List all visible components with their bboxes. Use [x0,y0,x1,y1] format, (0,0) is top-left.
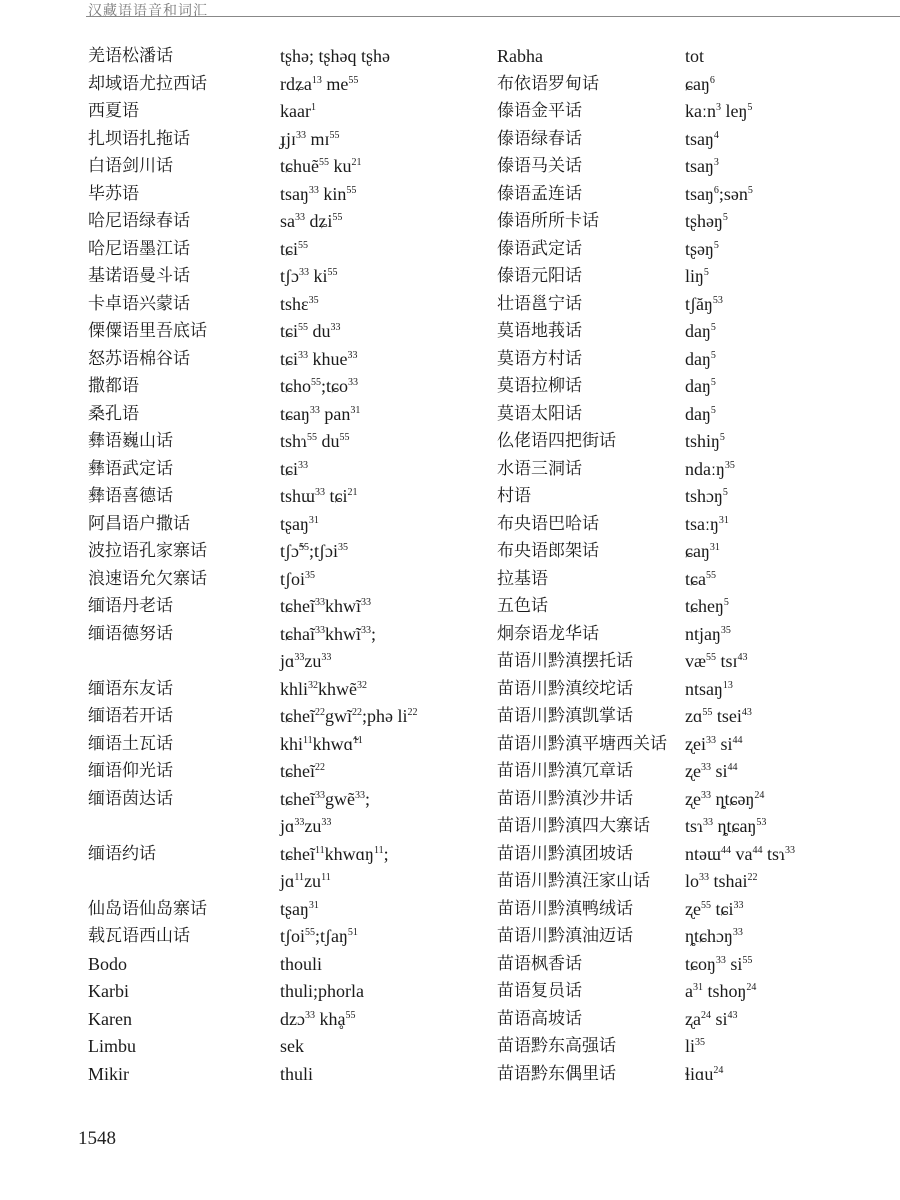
word-form: dzɔ$^{33}$ khḁ$^{55}$ [280,1008,356,1029]
entry-row [497,99,900,127]
entry-row [497,44,900,72]
language-name: 扎坝语扎拖话 [88,128,190,149]
word-form: thouli [280,953,323,974]
language-name: 波拉语孔家寨话 [88,541,207,561]
entry-row [497,897,900,925]
language-name: 莫语地莪话 [497,321,582,341]
language-name: 载瓦语西山话 [88,926,190,946]
word-form: tsaŋ$^4$ [685,128,719,149]
entry-row [88,402,498,430]
word-form: tɕheĩ$^{11}$khwɑŋ$^{11}$; [280,843,389,864]
language-name: 苗语川黔滇平塘西关话 [497,733,667,754]
language-name: 缅语若开话 [88,706,173,726]
entry-row [497,1007,900,1035]
language-name: 浪速语允欠寨话 [88,568,207,589]
language-name: 莫语方村话 [497,348,582,369]
entry-row [88,429,498,457]
word-form: ndaːŋ$^{35}$ [685,458,735,479]
word-form: tɕi$^{55}$ [280,238,308,259]
word-form: daŋ$^5$ [685,321,716,341]
entry-row [88,704,498,732]
entry-row [497,237,900,265]
language-name: 白语剑川话 [88,156,173,176]
word-form: $a^{31}$ tshoŋ$^{24}$ [685,981,757,1001]
word-form: tshɿ$^{55}$ $du^{55}$ [280,431,350,451]
language-name: 莫语太阳话 [497,403,582,424]
entry-row [88,897,498,925]
word-form: tsaŋ$^3$ [685,156,719,176]
entry-row [497,952,900,980]
word-form: thuli;phorla [280,981,364,1001]
word-form: daŋ$^5$ [685,403,716,424]
entry-row [88,594,498,622]
word-form: tɕi$^{33}$ [280,458,308,479]
word-form: ɕaŋ$^{31}$ [685,541,720,561]
language-name: 苗语川黔滇凯掌话 [497,706,633,726]
entry-row [88,1062,498,1090]
entry-row [88,787,498,815]
word-form: ntsaŋ$^{13}$ [685,678,733,699]
entry-row [497,759,900,787]
word-form: tɕaŋ$^{33}$ pan$^{31}$ [280,403,361,424]
word-form: tshɔŋ$^5$ [685,486,728,506]
word-form: tʃoi$^{55}$;tʃaŋ$^{51}$ [280,926,358,946]
language-name: 炯奈语龙华话 [497,623,599,644]
entry-row [497,457,900,485]
entry-row [497,649,900,677]
language-name: 彝语喜德话 [88,486,173,506]
language-name: 却域语尤拉西话 [88,73,207,94]
language-name: 傣语所所卡话 [497,211,599,231]
word-form: tsaŋ$^6$;sən$^5$ [685,183,753,204]
language-name: 苗语川黔滇沙井话 [497,788,633,809]
word-form: tɕheĩ$^{22}$gwĩ$^{22}$;phə $li^{22}$ [280,706,418,726]
word-form: tʃɔ̃$^{55}$;tʃɔi$^{35}$ [280,541,348,561]
word-form: tɕheĩ$^{33}$khwĩ$^{33}$ [280,596,371,616]
entry-row [497,127,900,155]
entry-row [88,484,498,512]
entry-row [497,1034,900,1062]
entry-row [497,842,900,870]
word-form: ʐa$^{24}$ $si^{43}$ [685,1008,738,1029]
language-name: Mikir [88,1063,130,1084]
word-form: sek [280,1036,304,1056]
word-form: kaːn$^3$ leŋ$^5$ [685,101,753,121]
language-name: 哈尼语绿春话 [88,211,190,231]
language-name: 彝语武定话 [88,458,173,479]
language-name: 傣语绿春话 [497,128,582,149]
entry-row [497,72,900,100]
right-column [497,44,900,1089]
language-name: 毕苏语 [88,183,139,204]
language-name: 苗语高坡话 [497,1008,582,1029]
entry-row [88,732,498,760]
entry-row [88,154,498,182]
language-name: 傈僳语里吾底话 [88,321,207,341]
language-name: 拉基语 [497,568,548,589]
word-form: tɕheĩ$^{22}$ [280,761,325,781]
language-name: 布依语罗甸话 [497,73,599,94]
language-name: 缅语德努话 [88,623,173,644]
word-form: liŋ$^5$ [685,266,709,286]
running-header [0,0,900,18]
entry-row [88,99,498,127]
language-name: 苗语黔东偶里话 [497,1063,616,1084]
word-form: tshiŋ$^5$ [685,431,725,451]
language-name: 苗语川黔滇四大寨话 [497,816,650,836]
entry-row [497,567,900,595]
language-name: 缅语仰光话 [88,761,173,781]
entry-row [88,567,498,595]
language-name: 苗语黔东高强话 [497,1036,616,1056]
language-name: 阿昌语户撒话 [88,513,190,534]
word-form: tʂəŋ$^5$ [685,238,719,259]
entry-row [88,759,498,787]
word-form: ɬiɑu$^{24}$ [685,1063,724,1084]
entry-row [497,732,900,760]
word-form: tsaŋ$^{33}$ kin$^{55}$ [280,183,357,204]
word-form: ɟjɪ$^{33}$ mɪ$^{55}$ [280,128,340,149]
language-name: 西夏语 [88,101,139,121]
word-form: tɕa$^{55}$ [685,568,716,589]
language-name: Bodo [88,953,128,974]
language-name: 缅语东友话 [88,678,173,699]
word-form: khli$^{32}$khwẽ$^{32}$ [280,678,368,699]
language-name: 布央语巴哈话 [497,513,599,534]
entry-row [497,869,900,897]
entry-row [497,319,900,347]
language-name: 缅语丹老话 [88,596,173,616]
word-form: tʃăŋ$^{53}$ [685,293,723,314]
entry-row [88,814,498,842]
entry-row [88,979,498,1007]
language-name: 缅语土瓦话 [88,733,173,754]
entry-row [88,539,498,567]
entry-row [497,622,900,650]
entry-row [497,182,900,210]
entry-row [497,484,900,512]
language-name: Limbu [88,1036,136,1056]
entry-row [497,924,900,952]
word-form: ʐe$^{33}$ ȵtɕəŋ$^{24}$ [685,788,765,809]
entry-row [88,374,498,402]
entry-row [497,594,900,622]
entry-row [497,1062,900,1090]
entry-row [497,347,900,375]
entry-row [497,814,900,842]
language-name: 傣语马关话 [497,156,582,176]
language-name: 哈尼语墨江话 [88,238,190,259]
language-name: 苗语川黔滇摆托话 [497,651,633,671]
entry-row [88,209,498,237]
word-form: tʂaŋ$^{31}$ [280,513,319,534]
word-form: khi$^{11}$khwɑ̃$^{11}$ [280,733,363,754]
word-form: ʐe$^{55}$ tɕi$^{33}$ [685,898,744,919]
word-form: $væ^{55}$ tsɪ$^{43}$ [685,651,748,671]
word-form: thuli [280,1063,314,1084]
entry-row [88,869,498,897]
language-name: 傣语元阳话 [497,266,582,286]
language-name: Karbi [88,981,129,1001]
word-form: tɕhaĩ$^{33}$khwĩ$^{33}$; [280,623,376,644]
entry-row [88,319,498,347]
entry-row [88,44,498,72]
word-form: tʂhə; tʂhəq tʂhə [280,46,390,66]
word-form: tsaːŋ$^{31}$ [685,513,729,534]
header-title: 汉藏语语音和词汇 [88,3,208,19]
word-form: daŋ$^5$ [685,376,716,396]
entry-row [88,952,498,980]
language-name: 桑孔语 [88,403,139,424]
language-name: 五色话 [497,596,548,616]
word-form: $li^{35}$ [685,1036,706,1056]
entry-row [497,264,900,292]
language-name: 布央语郎架话 [497,541,599,561]
entry-row [88,237,498,265]
word-form: zɑ$^{55}$ tsei$^{43}$ [685,706,752,726]
word-form: $jɑ^{33}zu^{33}$ [280,651,332,671]
language-name: 苗语川黔滇汪家山话 [497,871,650,891]
language-name: 水语三洞话 [497,458,582,479]
entry-row [497,979,900,1007]
page-number: 1548 [78,1128,116,1149]
entry-row [88,842,498,870]
language-name: 撒都语 [88,376,139,396]
entry-row [497,374,900,402]
word-form: tshɛ$^{35}$ [280,293,319,314]
entry-row [88,264,498,292]
entry-row [497,704,900,732]
language-name: 卡卓语兴蒙话 [88,293,190,314]
word-form: ntjaŋ$^{35}$ [685,623,731,644]
word-form: ntəɯ$^{44}$ $va^{44}$ tsɿ$^{33}$ [685,843,795,864]
entry-row [88,457,498,485]
word-form: daŋ$^5$ [685,348,716,369]
language-name: 苗语川黔滇绞坨话 [497,678,633,699]
language-name: Karen [88,1008,132,1029]
language-name: 傣语武定话 [497,238,582,259]
word-form: tɕhuẽ$^{55}$ $ku^{21}$ [280,156,362,176]
left-column [88,44,498,1089]
word-form: tshɯ$^{33}$ tɕi$^{21}$ [280,486,358,506]
word-form: tɕho$^{55}$;tɕo$^{33}$ [280,376,358,396]
word-form: tɕi$^{55}$ $du^{33}$ [280,321,341,341]
word-form: $jɑ^{33}zu^{33}$ [280,816,332,836]
entry-row [88,677,498,705]
language-name: 缅语约话 [88,843,156,864]
entry-row [497,539,900,567]
entry-row [88,182,498,210]
word-form: tɕheĩ$^{33}$gwẽ$^{33}$; [280,788,370,809]
header-rule [86,16,900,17]
language-name: 苗语川黔滇鸭绒话 [497,898,633,919]
word-form: ȵtɕhɔŋ$^{33}$ [685,926,743,946]
word-form: tɕoŋ$^{33}$ $si^{55}$ [685,953,753,974]
word-form: tʂaŋ$^{31}$ [280,898,319,919]
language-name: 苗语川黔滇团坡话 [497,843,633,864]
entry-row [497,677,900,705]
word-form: tsɿ$^{33}$ ȵtɕaŋ$^{53}$ [685,816,767,836]
language-name: 基诺语曼斗话 [88,266,190,286]
language-name: 羌语松潘话 [88,46,173,66]
entry-row [88,622,498,650]
language-name: 苗语枫香话 [497,953,582,974]
entry-row [497,787,900,815]
word-form: ʐe$^{33}$ $si^{44}$ [685,761,738,781]
word-form: $jɑ^{11}zu^{11}$ [280,871,331,891]
language-name: 彝语巍山话 [88,431,173,451]
language-name: 苗语川黔滇油迈话 [497,926,633,946]
word-form: tot [685,46,705,66]
entry-row [497,292,900,320]
entry-row [88,347,498,375]
language-name: 苗语川黔滇冗章话 [497,761,633,781]
entry-row [497,209,900,237]
word-form: kaar$^1$ [280,101,316,121]
entry-row [88,512,498,540]
entry-row [497,512,900,540]
word-form: $lo^{33}$ tshai$^{22}$ [685,871,758,891]
word-form: tɕheŋ$^5$ [685,596,729,616]
entry-row [88,72,498,100]
language-name: 仙岛语仙岛寨话 [88,898,207,919]
word-form: $sa^{33}$ dʑi$^{55}$ [280,211,343,231]
language-name: 怒苏语棉谷话 [88,348,190,369]
language-name: 傣语孟连话 [497,183,582,204]
entry-row [88,1034,498,1062]
language-name: 缅语茵达话 [88,788,173,809]
language-name: 壮语邕宁话 [497,293,582,314]
word-form: tʃoi$^{35}$ [280,568,315,589]
entry-row [88,924,498,952]
language-name: 仫佬语四把街话 [497,431,616,451]
word-form: tʃɔ$^{33}$ $ki^{55}$ [280,266,338,286]
word-form: tʂhəŋ$^5$ [685,211,728,231]
word-form: rdʑa$^{13}$ $me^{55}$ [280,73,359,94]
language-name: 村语 [497,486,531,506]
entry-row [88,127,498,155]
entry-row [497,154,900,182]
language-name: Rabha [497,46,543,66]
word-form: ɕaŋ$^6$ [685,73,715,94]
entry-row [497,402,900,430]
entry-row [88,292,498,320]
entry-row [88,1007,498,1035]
word-form: ʐei$^{33}$ $si^{44}$ [685,733,743,754]
word-form: tɕi$^{33}$ khue$^{33}$ [280,348,358,369]
entry-row [88,649,498,677]
language-name: 傣语金平话 [497,101,582,121]
language-name: 苗语复员话 [497,981,582,1001]
language-name: 莫语拉柳话 [497,376,582,396]
entry-row [497,429,900,457]
